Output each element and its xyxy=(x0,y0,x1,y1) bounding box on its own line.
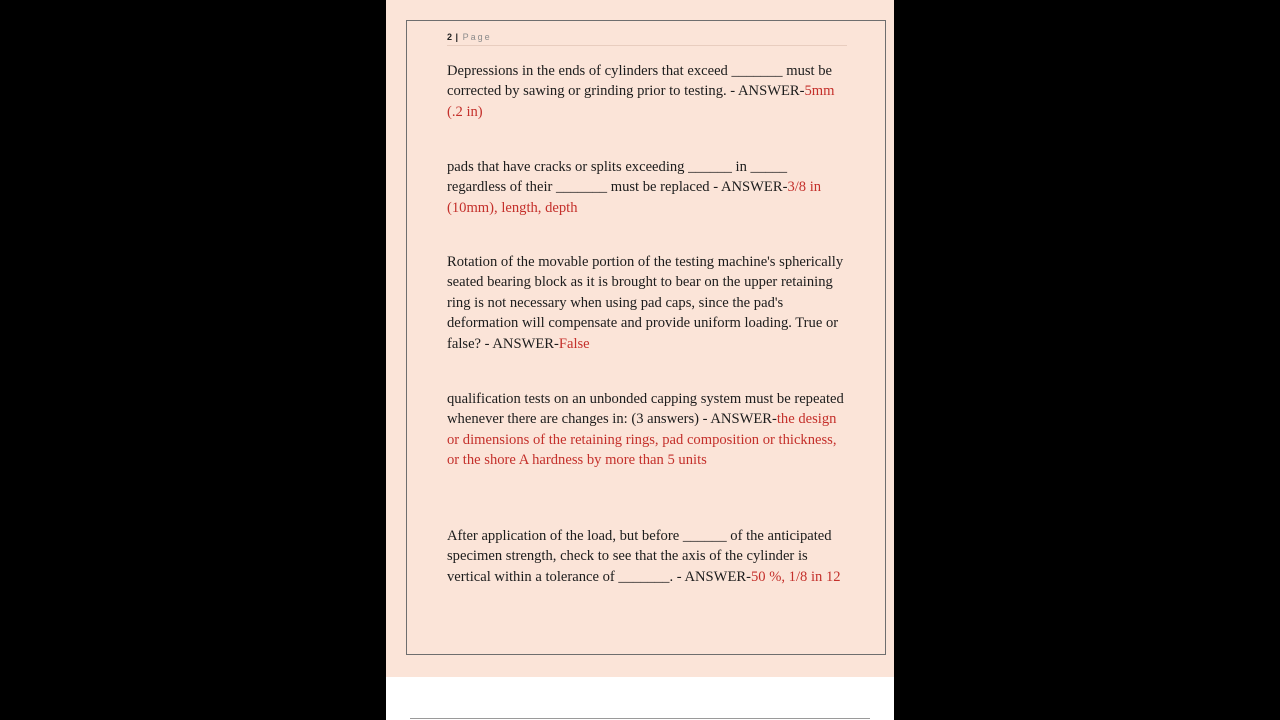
answer-text: False xyxy=(558,335,590,352)
question-text: After application of the load, but before ______ of the anticipated specimen strength, check to see that the axis of the cylinder is vertical within a tolerance of _______. - ANSWER- xyxy=(447,528,832,585)
document-page xyxy=(386,0,894,677)
next-page-edge xyxy=(386,677,894,720)
answer-text: the design or dimensions of the retaining rings, pad composition or thickness, or the shore A hardness by more than 5 units xyxy=(447,411,837,469)
answer-text: 3/8 in (10mm), length, depth xyxy=(447,179,822,216)
question-text: Rotation of the movable portion of the testing machine's spherically seated bearing block as it is brought to bear on the upper retaining ring is not necessary when using pad caps, since the pad's deformation will compensate and provide uniform loading. True or false? - ANSWER- xyxy=(447,254,844,352)
header-rule xyxy=(410,718,870,719)
question-text: pads that have cracks or splits exceeding ______ in _____ regardless of their _______ must be replaced - ANSWER- xyxy=(447,159,788,196)
qa-item xyxy=(447,61,847,122)
answer-text: 5mm (.2 in) xyxy=(447,83,835,120)
qa-item xyxy=(447,389,847,471)
question-text: qualification tests on an unbonded capping system must be repeated whenever there are changes in: (3 answers) - ANSWER- xyxy=(447,391,844,428)
page-label: Page xyxy=(462,32,492,42)
header-separator: | xyxy=(455,32,459,42)
question-text: Depressions in the ends of cylinders that exceed _______ must be corrected by sawing or grinding prior to testing. - ANSWER- xyxy=(447,63,833,100)
qa-item xyxy=(447,252,847,354)
answer-text: 50 %, 1/8 in 12 xyxy=(750,568,841,585)
page-header xyxy=(447,31,847,46)
qa-item xyxy=(447,526,847,587)
page-number: 2 xyxy=(447,32,453,42)
qa-item xyxy=(447,157,847,218)
